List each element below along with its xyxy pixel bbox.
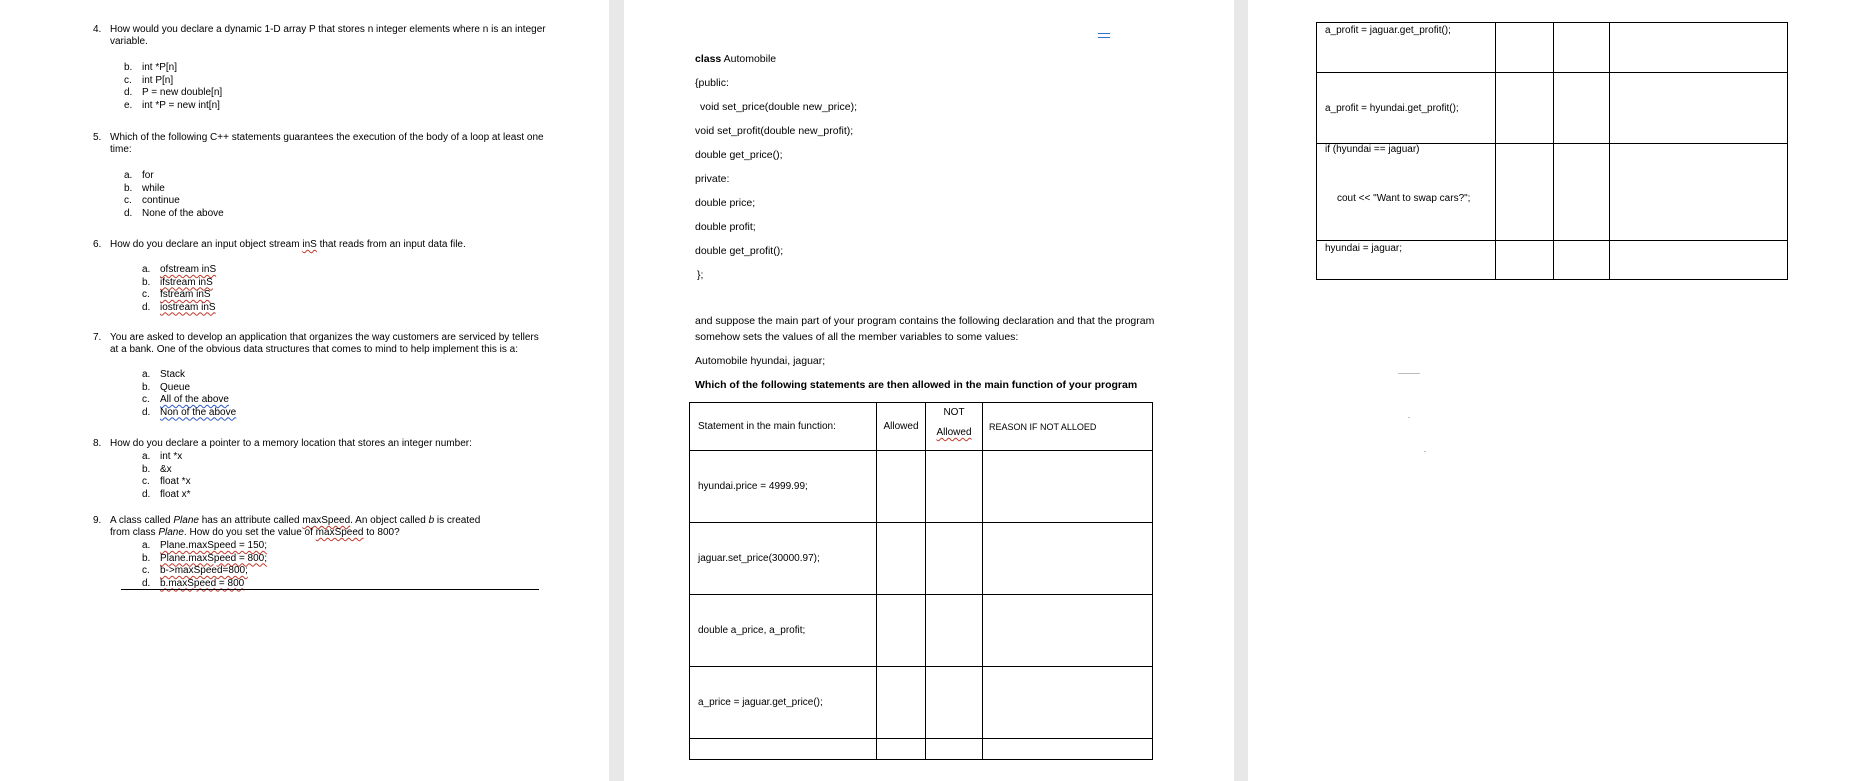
not-allowed-cell [926,595,983,667]
reason-cell [983,595,1153,667]
reason-cell [1610,23,1788,73]
table-header-row [690,403,1153,451]
question-text: How do you declare an input object stream inS that reads from an input data file. [110,239,466,250]
faint-mark [1408,417,1410,418]
option: b. &x [142,463,172,475]
option: c. fstream inS [142,289,211,300]
allowed-cell [1496,241,1554,280]
question-number: 6. [93,239,102,250]
question-text: How would you declare a dynamic 1-D array P that stores n integer elements where n is an integer variable. [110,24,546,47]
option: a. ofstream inS [142,264,217,275]
allowed-cell [877,739,926,760]
table-row [1317,23,1788,73]
cout-statement: cout << "Want to swap cars?"; [1337,193,1471,204]
table-row [690,595,1153,667]
allowed-cell [877,451,926,523]
divider [121,589,539,590]
not-allowed-cell [1554,23,1610,73]
code-line: }; [697,269,704,281]
reason-cell [1610,241,1788,280]
code-line: double price; [695,197,756,209]
not-allowed-cell [926,667,983,739]
header-not-allowed: NOT Allowed [926,403,983,451]
allowed-cell [877,595,926,667]
table-question: Which of the following statements are then allowed in the main function of your program [695,379,1138,391]
table-row [690,451,1153,523]
statement-cell: a_profit = jaguar.get_profit(); [1317,23,1496,73]
question-7 [93,332,548,356]
question-text: You are asked to develop an application that organizes the way customers are serviced by tellers at a bank. One of the obvious data structures that comes to mind to help implement this is a: [110,332,539,355]
reason-cell [983,739,1153,760]
faint-mark [1424,451,1426,452]
question-4 [93,24,548,48]
option: d. b.maxSpeed = 800 [142,577,245,589]
document-page-2 [624,0,1234,781]
allowed-cell [1496,23,1554,73]
not-allowed-cell [926,451,983,523]
question-6-options [142,264,216,314]
statement-cell: hyundai.price = 4999.99; [690,451,877,523]
table-row [1317,73,1788,144]
document-page-1 [0,0,609,781]
statements-table-continued [1316,22,1788,280]
statement-cell [690,739,877,760]
table-row [690,739,1153,760]
code-line: private: [695,173,730,185]
question-5-options [124,170,224,220]
if-statement: if (hyundai == jaguar) [1325,144,1420,155]
statement-cell: a_price = jaguar.get_price(); [690,667,877,739]
code-line: double get_price(); [695,149,783,161]
question-text: A class called Plane has an attribute called maxSpeed. An object called b is created from class Plane. How do you set the value of maxSpeed to 800? [110,515,481,538]
reason-cell [983,451,1153,523]
question-4-options [124,62,222,112]
option: a. for [124,170,154,181]
option: c. b->maxSpeed=800; [142,565,248,576]
option: d. None of the above [124,207,224,219]
text-cursor-marker [1098,33,1110,41]
question-number: 7. [93,332,102,343]
table-row [1317,241,1788,280]
code-line: {public: [695,77,729,89]
paragraph: and suppose the main part of your program contains the following declaration and that the program somehow sets the values of all the member variables to some values: [695,315,1155,343]
table-row [1317,144,1788,241]
question-number: 4. [93,24,102,35]
not-allowed-cell [926,523,983,595]
statement-cell: hyundai = jaguar; [1317,241,1496,280]
reason-cell [983,523,1153,595]
question-number: 8. [93,438,102,449]
allowed-cell [877,523,926,595]
option: a. Plane.maxSpeed = 150; [142,540,268,551]
statement-cell: jaguar.set_price(30000.97); [690,523,877,595]
option: b. Queue [142,381,191,393]
question-6 [93,239,548,251]
question-7-options [142,369,236,419]
option: c. continue [124,195,180,206]
question-text: Which of the following C++ statements guarantees the execution of the body of a loop at least one time: [110,132,544,155]
reason-cell [1610,73,1788,144]
class-declaration: class Automobile [695,53,777,65]
allowed-cell [1496,144,1554,241]
table-row [690,667,1153,739]
code-line: void set_profit(double new_profit); [695,125,854,137]
option: b. while [124,182,165,194]
option: d. iostream inS [142,301,216,313]
not-allowed-cell [1554,241,1610,280]
statement-cell [1317,144,1496,241]
option: b. int *P[n] [124,62,178,73]
question-9 [93,515,548,539]
question-number: 9. [93,515,102,526]
allowed-cell [1496,73,1554,144]
code-line: double get_profit(); [695,245,784,257]
not-allowed-cell [926,739,983,760]
option: c. float *x [142,476,191,487]
header-allowed: Allowed [877,403,926,451]
faint-mark [1398,373,1420,374]
option: b. Plane.maxSpeed = 800; [142,552,268,564]
reason-cell [1610,144,1788,241]
question-8-options [142,451,191,501]
statement-cell: a_profit = hyundai.get_profit(); [1317,73,1496,144]
option: c. All of the above [142,394,229,405]
option: a. Stack [142,369,186,380]
table-row [690,523,1153,595]
question-8 [93,438,548,450]
statements-table [689,402,1153,760]
code-line: void set_price(double new_price); [700,101,858,113]
option: d. Non of the above [142,406,237,418]
option: d. P = new double[n] [124,87,223,98]
document-page-3 [1248,0,1867,781]
header-reason: REASON IF NOT ALLOED [983,403,1153,451]
question-9-options [142,540,267,590]
code-line: double profit; [695,221,756,233]
option: c. int P[n] [124,74,174,86]
reason-cell [983,667,1153,739]
question-5 [93,132,548,156]
allowed-cell [877,667,926,739]
not-allowed-cell [1554,144,1610,241]
option: d. float x* [142,488,191,500]
option: b. ifstream inS [142,276,213,288]
statement-cell: double a_price, a_profit; [690,595,877,667]
question-number: 5. [93,132,102,143]
header-statement: Statement in the main function: [690,403,877,451]
object-declaration: Automobile hyundai, jaguar; [695,355,826,367]
option: e. int *P = new int[n] [124,99,220,111]
not-allowed-cell [1554,73,1610,144]
question-text: How do you declare a pointer to a memory location that stores an integer number: [110,438,472,449]
option: a. int *x [142,451,183,462]
